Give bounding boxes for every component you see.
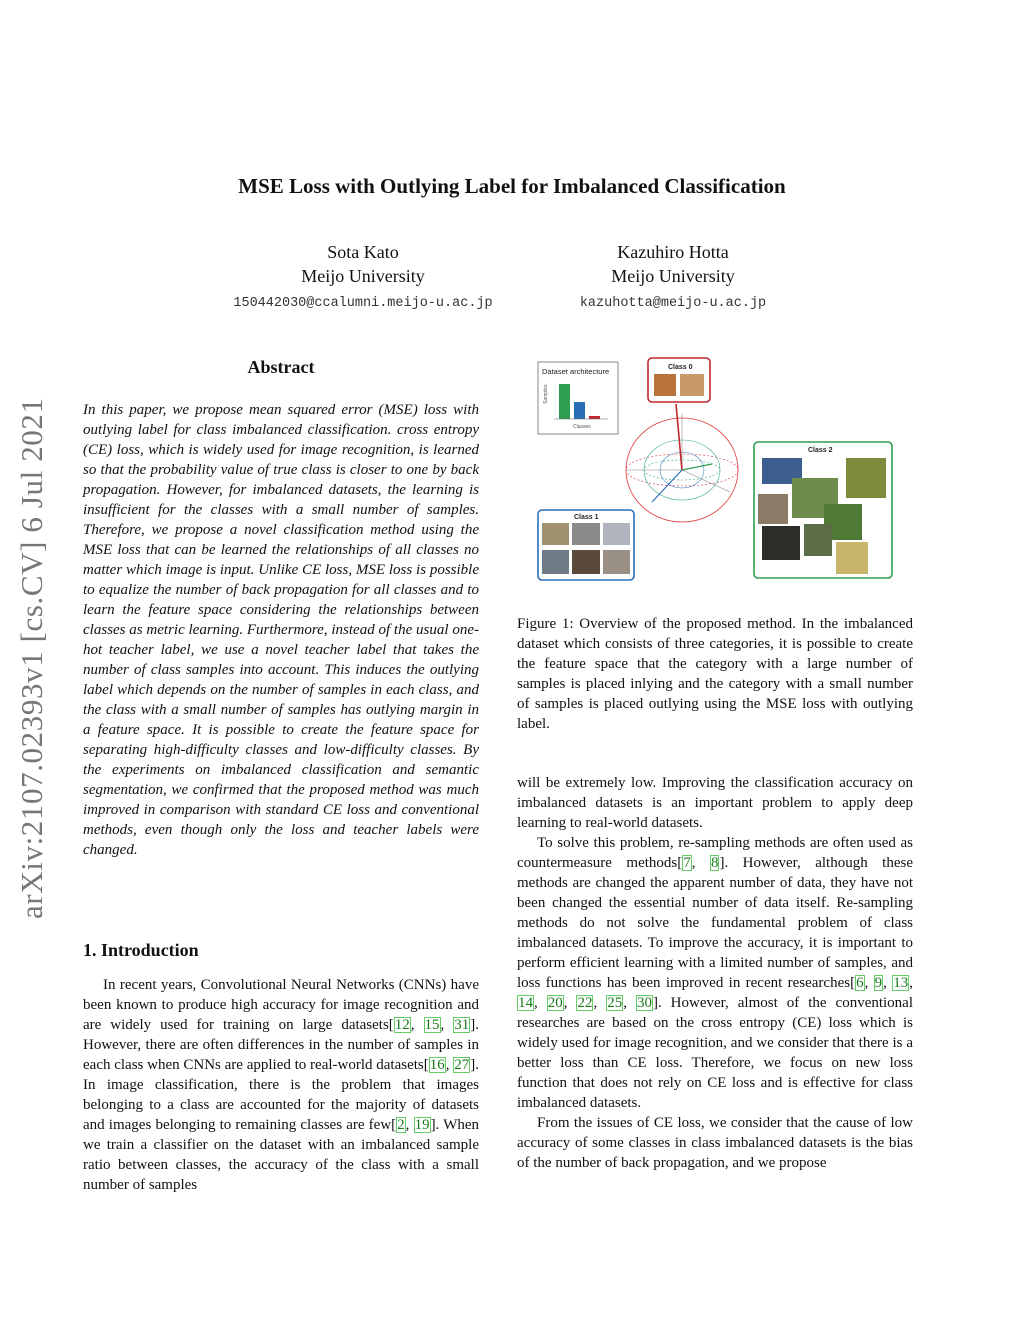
bird-photo (804, 524, 832, 556)
car-photo (542, 523, 569, 545)
car-photo (603, 550, 630, 574)
arxiv-identifier: arXiv:2107.02393v1 [cs.CV] 6 Jul 2021 (14, 397, 49, 919)
axis-y (682, 470, 730, 492)
citation-link[interactable]: 19 (414, 1117, 430, 1133)
paragraph: From the issues of CE loss, we consider that the cause of low accuracy of some classes in class imbalanced datasets is the bias of the number of back propagation, and we propose (517, 1115, 913, 1171)
author-email[interactable]: 150442030@ccalumni.meijo-u.ac.jp (233, 296, 493, 311)
citation-link[interactable]: 22 (577, 995, 593, 1011)
car-photo (572, 550, 600, 574)
citation-link[interactable]: 9 (874, 975, 883, 991)
class2-vector (682, 464, 712, 470)
car-photo (603, 523, 630, 545)
inset-ylabel: Samples (543, 384, 549, 404)
figure-caption: Figure 1: Overview of the proposed method. In the imbalanced dataset which consists of three categories, it is possible to create the feature space that the category with a large number of samples is placed inlying and the category with a small number of samples is placed outlying using the MSE loss with outlying label. (517, 616, 913, 732)
food-photo (654, 374, 676, 396)
paper-title: MSE Loss with Outlying Label for Imbalanced Classification (238, 174, 786, 198)
author-block (544, 240, 802, 316)
class2-bar (559, 384, 570, 419)
food-photo (680, 374, 704, 396)
bird-photo (762, 526, 800, 560)
section-heading: 1. Introduction (83, 940, 199, 960)
citation-link[interactable]: 2 (397, 1117, 405, 1133)
bird-photo (846, 458, 886, 498)
bird-photo (836, 542, 868, 574)
citation-link[interactable]: 27 (454, 1057, 470, 1073)
citation-link[interactable]: 20 (547, 995, 563, 1011)
citation-link[interactable]: 6 (856, 975, 864, 991)
citation-link[interactable]: 30 (636, 995, 652, 1011)
figure-1 (530, 352, 902, 584)
citation-link[interactable]: 16 (429, 1057, 445, 1073)
right-column-body (517, 773, 913, 1173)
paragraph: will be extremely low. Improving the classification accuracy on imbalanced datasets is an important problem to apply deep learning to real-world datasets. (517, 775, 913, 831)
feature-space-diagram (530, 352, 902, 584)
car-photo (572, 523, 600, 545)
abstract-heading: Abstract (247, 357, 315, 377)
citation-link[interactable]: 14 (518, 995, 533, 1011)
class2-label: Class 2 (808, 447, 833, 454)
author-affiliation: Meijo University (611, 266, 735, 286)
class1-label: Class 1 (574, 514, 599, 521)
class0-label: Class 0 (668, 364, 693, 371)
class0-bar (589, 416, 600, 419)
abstract-text: In this paper, we propose mean squared error (MSE) loss with outlying label for class imbalanced classification. cross entropy (CE) loss, which is widely used for image recognition, is learned so that the probability value of true class is closer to one by back propagation. However, for imbalanced datasets, the learning is insufficient for the classes with a small number of samples. Therefore, we propose a novel classification method using the MSE loss that can be learned the relationships of all classes no matter which image is input. Unlike CE loss, MSE loss is possible to equalize the number of back propagation for all classes and to learn the feature space considering the relationships between classes as metric learning. Furthermore, instead of the usual one-hot teacher label, we use a novel teacher label that takes the number of class samples into account. This induces the outlying label which depends on the number of samples in each class, and the class with a small number of samples has outlying margin in a feature space. It is possible to create the feature space for separating high-difficulty classes and low-difficulty classes. By the experiments on imbalanced classification and semantic segmentation, we confirmed that the proposed method was much improved in comparison with standard CE loss and conventional methods, even though only the loss and teacher labels were changed. (83, 402, 479, 858)
class1-bar (574, 402, 585, 419)
author-name: Sota Kato (327, 242, 399, 262)
paragraph: To solve this problem, re-sampling methods are often used as countermeasure methods[7, 8]. However, although these methods are changed the apparent number of data, they have not been changed the essential number of data itself. Re-sampling methods do not solve the fundamental problem of class imbalanced datasets. To improve the accuracy, it is important to perform efficient learning with a limited number of samples, and loss functions has been improved in recent researches[6, 9, 13, 14, 20, 22, 25, 30]. However, almost of the conventional researches are based on the cross entropy (CE) loss which is widely used for image recognition, and we consider that there is a better loss than CE loss. Therefore, we focus on new loss function that does not rely on CE loss and is effective for class imbalanced datasets. (517, 835, 914, 1111)
inset-title: Dataset architecture (542, 367, 610, 376)
citation-link[interactable]: 8 (710, 855, 719, 871)
citation-link[interactable]: 31 (454, 1017, 470, 1033)
citation-link[interactable]: 15 (424, 1017, 440, 1033)
citation-link[interactable]: 25 (607, 995, 623, 1011)
citation-link[interactable]: 7 (683, 855, 691, 871)
citation-link[interactable]: 12 (394, 1017, 410, 1033)
citation-link[interactable]: 13 (893, 975, 909, 991)
author-name: Kazuhiro Hotta (617, 242, 729, 262)
inset-xlabel: Classes (573, 424, 591, 430)
car-photo (542, 550, 569, 574)
author-email[interactable]: kazuhotta@meijo-u.ac.jp (579, 296, 767, 311)
author-block (200, 240, 526, 316)
author-affiliation: Meijo University (301, 266, 425, 286)
introduction-paragraph: In recent years, Convolutional Neural Networks (CNNs) have been known to produce high accuracy for image recognition and are widely used for training on large datasets[12, 15, 31]. However, there are often differences in the number of samples in each class when CNNs are applied to real-world datasets[16, 27]. In image classification, there is the problem that images belonging to a class are accounted for the majority of datasets and images belonging to remaining classes are few[2, 19]. When we train a classifier on the dataset with an imbalanced sample ratio between classes, the accuracy of the class with a small number of samples (83, 977, 480, 1193)
bird-photo (758, 494, 788, 524)
